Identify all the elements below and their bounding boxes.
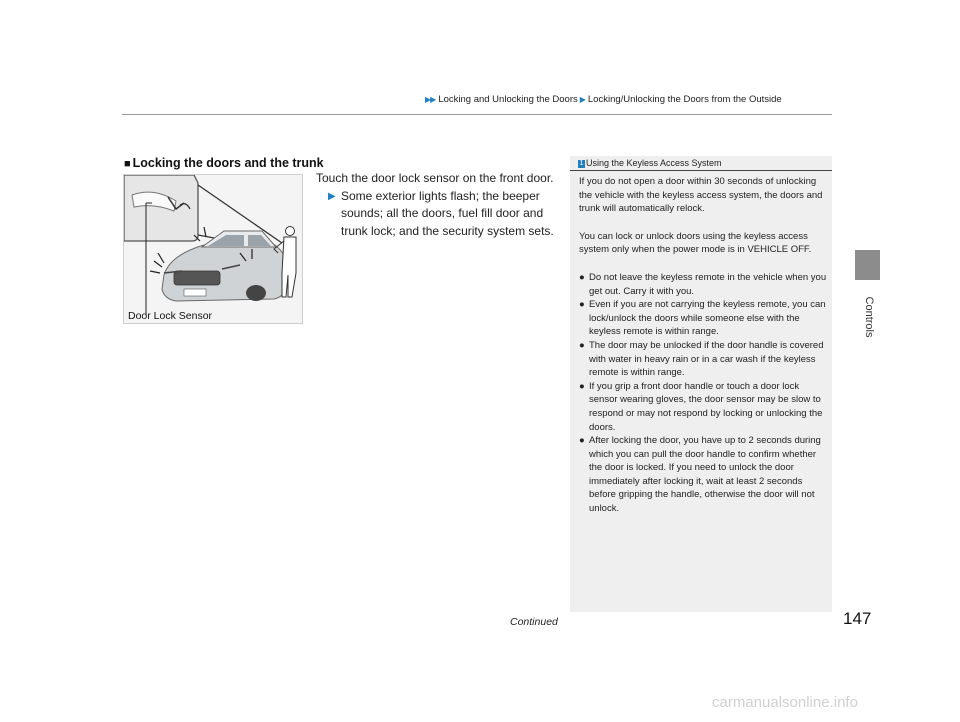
notes-bullet-5: ● After locking the door, you have up to 2 seconds during which you can pull the door handle to confirm whether the door is locked. If you need to unlock the door immediately after locking it, wait at least 2 seconds before gripping the handle, otherwise the door will not unlock.	[579, 435, 821, 515]
result-arrow-icon: ▶	[328, 190, 336, 202]
section-title	[124, 156, 324, 170]
chapter-tab-marker[interactable]	[855, 250, 880, 280]
page-number: 147	[843, 609, 872, 628]
watermark: carmanualsonline.info	[712, 694, 858, 711]
figure-label: Door Lock Sensor	[128, 310, 213, 322]
notes-bullet-1: ● Do not leave the keyless remote in the vehicle when you get out. Carry it with you.	[579, 271, 827, 297]
instruction-block	[316, 170, 561, 240]
breadcrumb-arrow-icon: ▶▶	[425, 95, 436, 104]
breadcrumb-part-2[interactable]: Locking/Unlocking the Doors from the Outside	[587, 94, 782, 105]
notes-paragraph-1: If you do not open a door within 30 seconds of unlocking the vehicle with the keyless access system, the doors and trunk will automatically relock.	[579, 176, 823, 215]
bullet-dot-icon: ●	[579, 271, 585, 283]
door-lock-sensor-illustration	[123, 174, 303, 324]
continued-label: Continued	[510, 616, 558, 628]
result-text: Some exterior lights flash; the beeper sounds; all the doors, fuel fill door and trunk lock; and the security system sets.	[341, 188, 554, 238]
notes-bullet-2: ● Even if you are not carrying the keyless remote, you can lock/unlock the doors while someone else with the keyless remote is within range.	[579, 299, 826, 338]
instruction-text: Touch the door lock sensor on the front door.	[316, 171, 554, 185]
bullet-dot-icon: ●	[579, 380, 585, 392]
bullet-dot-icon: ●	[579, 299, 585, 311]
header-divider	[122, 114, 832, 115]
notes-header	[570, 158, 832, 171]
section-title-text: Locking the doors and the trunk	[132, 156, 324, 170]
notes-marker-badge: 1	[579, 160, 584, 167]
bullet-dot-icon: ●	[579, 339, 585, 351]
notes-body	[579, 175, 827, 516]
result-line	[316, 188, 561, 241]
notes-title: Using the Keyless Access System	[586, 158, 722, 168]
notes-bullet-3: ● The door may be unlocked if the door handle is covered with water in heavy rain or in a car wash if the keyless remote is within range.	[579, 339, 824, 379]
car-illustration	[124, 175, 303, 324]
chapter-tab-label[interactable]: Controls	[863, 296, 875, 338]
notes-bullet-4: ● If you grip a front door handle or touch a door lock sensor wearing gloves, the door sensor may be slow to respond or may not respond by locking or unlocking the doors.	[579, 380, 823, 433]
breadcrumb-separator-icon: ▶	[579, 95, 586, 104]
bullet-dot-icon: ●	[579, 435, 585, 447]
section-square-icon: ■	[124, 158, 131, 170]
notes-sidebar	[570, 156, 832, 612]
notes-paragraph-2: You can lock or unlock doors using the keyless access system only when the power mode is in VEHICLE OFF.	[579, 230, 812, 256]
breadcrumb	[425, 94, 782, 105]
breadcrumb-part-1[interactable]: Locking and Unlocking the Doors	[438, 94, 578, 105]
